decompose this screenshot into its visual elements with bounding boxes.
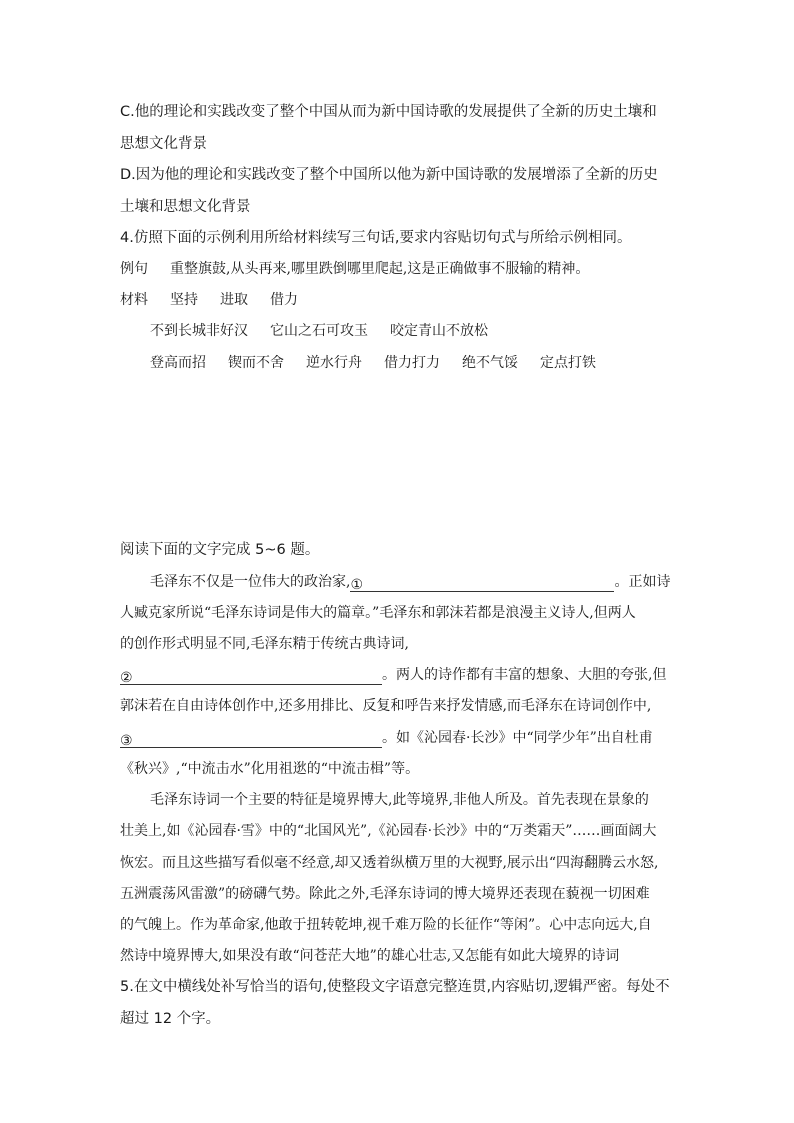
passage-line [150,572,670,592]
material-item: 进取 [220,292,248,308]
passage-text: 。两人的诗作都有丰富的想象、大胆的夸张,但 [382,667,667,683]
question-5-line1: 5.在文中横线处补写恰当的语句,使整段文字语意完整连贯,内容贴切,逻辑严密。每处不 [120,979,670,995]
passage-line: 五洲震荡风雷激”的磅礴气势。除此之外,毛泽东诗词的博大境界还表现在藐视一切困难 [120,886,650,902]
material-row [120,290,298,310]
passage-text: 。正如诗 [614,574,671,590]
passage-line: 壮美上,如《沁园春·雪》中的“北国风光”,《沁园春·长沙》中的“万类霜天”……画面阔大 [120,823,657,839]
blank-number: ③ [120,733,133,749]
phrase: 定点打铁 [540,355,596,371]
phrase: 登高而招 [150,355,206,371]
passage-line: 人臧克家所说“毛泽东诗词是伟大的篇章。”毛泽东和郭沫若都是浪漫主义诗人,但两人 [120,605,636,621]
phrase: 绝不气馁 [462,355,518,371]
passage-line: 郭沫若在自由诗体创作中,还多用排比、反复和呼告来抒发情感,而毛泽东在诗词创作中, [120,698,652,714]
passage-line: 的气魄上。作为革命家,他敢于扭转乾坤,视千难万险的长征作“等闲”。心中志向远大,自 [120,917,652,933]
passage-line: 恢宏。而且这些描写看似毫不经意,却又透着纵横万里的大视野,展示出“四海翻腾云水怒, [120,855,659,871]
example-row [120,259,589,279]
passage-line [120,728,653,748]
option-d-line1: D.因为他的理论和实践改变了整个中国所以他为新中国诗歌的发展增添了全新的历史 [120,167,658,183]
passage-text: 。如《沁园春·长沙》中“同学少年”出自杜甫 [382,730,653,746]
passage-line: 毛泽东诗词一个主要的特征是境界博大,此等境界,非他人所及。首先表现在景象的 [150,792,649,808]
phrase-row-1 [150,321,488,341]
material-item: 坚持 [170,292,198,308]
option-d-line2: 土壤和思想文化背景 [120,199,251,215]
passage-line: 的创作形式明显不同,毛泽东精于传统古典诗词, [120,636,409,652]
option-c-line2: 思想文化背景 [120,136,207,152]
passage-line: 然诗中境界博大,如果没有敢“问苍茫大地”的雄心壮志,又怎能有如此大境界的诗词 [120,948,620,964]
passage-line [120,665,666,685]
example-label: 例句 [120,261,148,277]
phrase: 咬定青山不放松 [390,323,488,339]
answer-blank-1[interactable] [350,575,614,592]
option-c-line1: C.他的理论和实践改变了整个中国从而为新中国诗歌的发展提供了全新的历史土壤和 [120,104,657,120]
passage-text: 毛泽东不仅是一位伟大的政治家, [150,574,351,590]
phrase: 逆水行舟 [306,355,362,371]
blank-number: ② [120,670,133,686]
phrase: 不到长城非好汉 [150,323,248,339]
passage-line: 《秋兴》,“中流击水”化用祖逖的“中流击楫”等。 [120,761,420,777]
answer-blank-3[interactable] [120,731,382,748]
material-item: 借力 [270,292,298,308]
answer-blank-2[interactable] [120,668,382,685]
reading-heading: 阅读下面的文字完成 5~6 题。 [120,542,320,558]
material-label: 材料 [120,292,148,308]
phrase: 锲而不舍 [228,355,284,371]
phrase: 借力打力 [384,355,440,371]
question-5-line2: 超过 12 个字。 [120,1011,221,1027]
phrase-row-2 [150,353,596,373]
blank-number: ① [350,577,364,593]
phrase: 它山之石可攻玉 [270,323,368,339]
question-4-prompt: 4.仿照下面的示例利用所给材料续写三句话,要求内容贴切句式与所给示例相同。 [120,230,632,246]
example-text: 重整旗鼓,从头再来,哪里跌倒哪里爬起,这是正确做事不服输的精神。 [170,261,590,277]
